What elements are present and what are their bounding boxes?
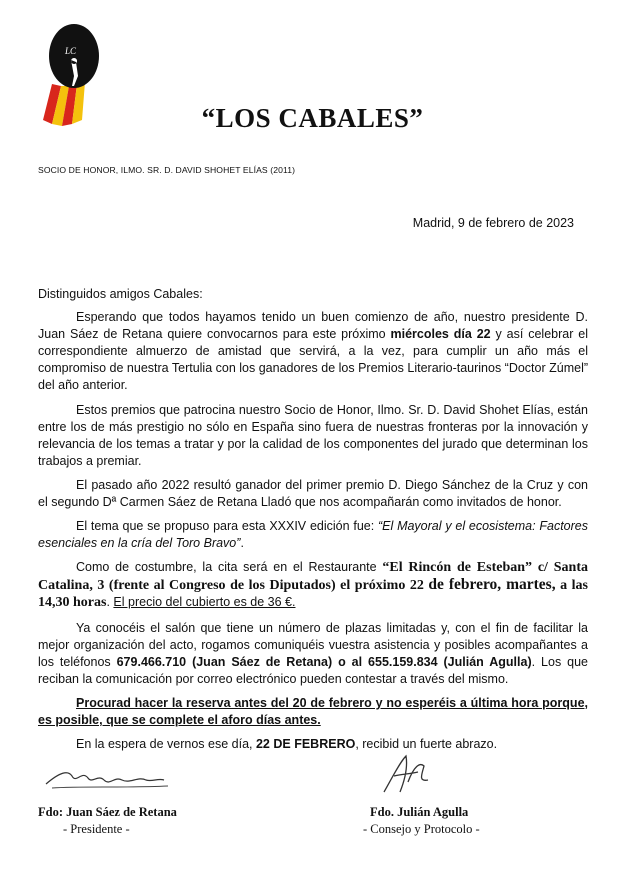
p8-text: En la espera de vernos ese día, (76, 737, 256, 751)
p5-venue: “El Rincón de Esteban” c/ Santa Catalina, 3 (frente al Congreso de los Diputados) el próximo 22 (38, 560, 588, 593)
p5-price-underlined: El precio del cubierto es de 36 €. (113, 595, 296, 609)
signature-right-name: Fdo. Julián Agulla (370, 805, 469, 819)
signature-right-scribble (378, 752, 438, 796)
p5-time: a las 14,30 horas (38, 578, 588, 610)
p8-date-bold: 22 DE FEBRERO (255, 737, 356, 751)
p1-text: Esperando que todos hayamos tenido un buen comienzo de año, nuestro presidente D. Juan Sáez de Retana quiere convocarnos para este próximo (38, 310, 588, 341)
p4-text-end: . (240, 536, 244, 550)
paragraph-7-reservation-notice: Procurad hacer la reserva antes del 20 de febrero y no esperéis a última hora porque, es posible, que se complete el aforo días antes. (38, 696, 588, 727)
p5-text: Como de costumbre, la cita será en el Restaurante (76, 560, 383, 574)
p5-dot: . (106, 595, 110, 609)
p6-text-end: . Los que reciban la comunicación por correo electrónico pueden contestar a través del mismo. (38, 655, 588, 686)
honorary-member-line: SOCIO DE HONOR, ILMO. SR. D. DAVID SHOHET ELÍAS (2011) (38, 165, 296, 175)
signature-left-scribble (42, 762, 172, 796)
paragraph-3: El pasado año 2022 resultó ganador del primer premio D. Diego Sánchez de la Cruz y con el segundo Dª Carmen Sáez de Retana Lladó que nos acompañarán como invitados de honor. (38, 478, 588, 509)
p8-text-end: , recibid un fuerte abrazo. (355, 737, 498, 751)
p4-theme-italic: “El Mayoral y el ecosistema: Factores esenciales en la cría del Toro Bravo” (38, 519, 588, 550)
paragraph-5 (38, 559, 588, 611)
letter-title: “LOS CABALES” (201, 103, 424, 133)
p5-date-large: de febrero, martes, (428, 576, 556, 593)
paragraph-4 (38, 518, 588, 552)
letter-body (38, 309, 588, 760)
signature-right-role: - Consejo y Protocolo - (363, 822, 480, 836)
p6-phones-bold: 679.466.710 (Juan Sáez de Retana) o al 655.159.834 (Julián Agulla) (116, 655, 532, 669)
logo-initials: LC (65, 46, 77, 56)
signature-left-name: Fdo: Juan Sáez de Retana (38, 805, 177, 819)
greeting: Distinguidos amigos Cabales: (38, 287, 203, 301)
p4-text: El tema que se propuso para esta XXXIV edición fue: (76, 519, 378, 533)
paragraph-2: Estos premios que patrocina nuestro Socio de Honor, Ilmo. Sr. D. David Shohet Elías, están entre los de más prestigio no sólo en España sino fuera de nuestras fronteras por la innovación y relevancia de los temas a tratar y por la calidad de los componentes del jurado que determinan los trabajos a premiar. (38, 403, 588, 468)
letter-date: Madrid, 9 de febrero de 2023 (412, 216, 574, 230)
paragraph-6 (38, 620, 588, 688)
p6-text: Ya conocéis el salón que tiene un número de plazas limitadas y, con el fin de facilitar la mejor organización del acto, rogamos comuniquéis vuestra asistencia y posibles acompañantes a los teléfonos (38, 621, 588, 669)
p1-text-end: y así celebrar el correspondiente almuerzo de amistad que servirá, a la vez, para cumplir un año más el compromiso de nuestra Tertulia con los ganadores de los Premios Literario-taurinos “Doctor Zúmel” del año anterior. (38, 327, 589, 392)
signature-left-role: - Presidente - (63, 822, 130, 836)
p1-date-bold: miércoles día 22 (390, 327, 491, 341)
paragraph-1 (38, 309, 588, 394)
paragraph-8 (38, 736, 588, 753)
